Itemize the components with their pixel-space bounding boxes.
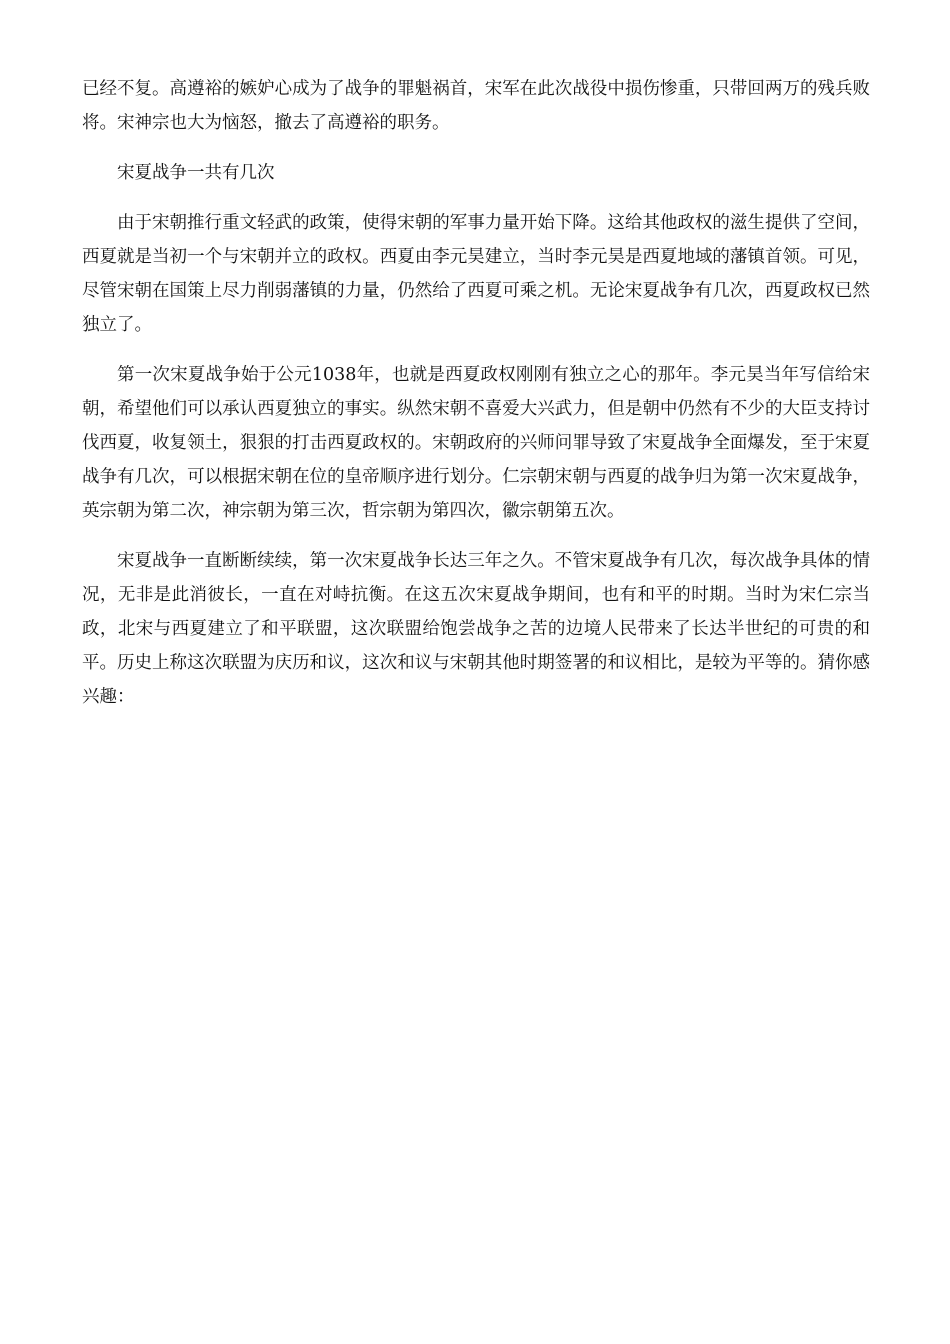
paragraph-3: 宋夏战争一直断断续续，第一次宋夏战争长达三年之久。不管宋夏战争有几次，每次战争具体的情况，无非是此消彼长，一直在对峙抗衡。在这五次宋夏战争期间，也有和平的时期。当时为宋仁宗当政，北宋与西夏建立了和平联盟，这次联盟给饱尝战争之苦的边境人民带来了长达半世纪的可贵的和平。历史上称这次联盟为庆历和议，这次和议与宋朝其他时期签署的和议相比，是较为平等的。猜你感兴趣： (82, 551, 870, 707)
paragraph-continued: 已经不复。高遵裕的嫉妒心成为了战争的罪魁祸首，宋军在此次战役中损伤惨重，只带回两万的残兵败将。宋神宗也大为恼怒，撤去了高遵裕的职务。 (82, 79, 870, 133)
document-page (82, 72, 870, 730)
paragraph-1: 由于宋朝推行重文轻武的政策，使得宋朝的军事力量开始下降。这给其他政权的滋生提供了空间，西夏就是当初一个与宋朝并立的政权。西夏由李元昊建立，当时李元昊是西夏地域的藩镇首领。可见，尽管宋朝在国策上尽力削弱藩镇的力量，仍然给了西夏可乘之机。无论宋夏战争有几次，西夏政权已然独立了。 (82, 213, 870, 335)
paragraph-2: 第一次宋夏战争始于公元1038年，也就是西夏政权刚刚有独立之心的那年。李元昊当年写信给宋朝，希望他们可以承认西夏独立的事实。纵然宋朝不喜爱大兴武力，但是朝中仍然有不少的大臣支持讨伐西夏，收复领土，狠狠的打击西夏政权的。宋朝政府的兴师问罪导致了宋夏战争全面爆发，至于宋夏战争有几次，可以根据宋朝在位的皇帝顺序进行划分。仁宗朝宋朝与西夏的战争归为第一次宋夏战争，英宗朝为第二次，神宗朝为第三次，哲宗朝为第四次，徽宗朝第五次。 (82, 365, 870, 521)
section-heading: 宋夏战争一共有几次 (117, 163, 275, 183)
